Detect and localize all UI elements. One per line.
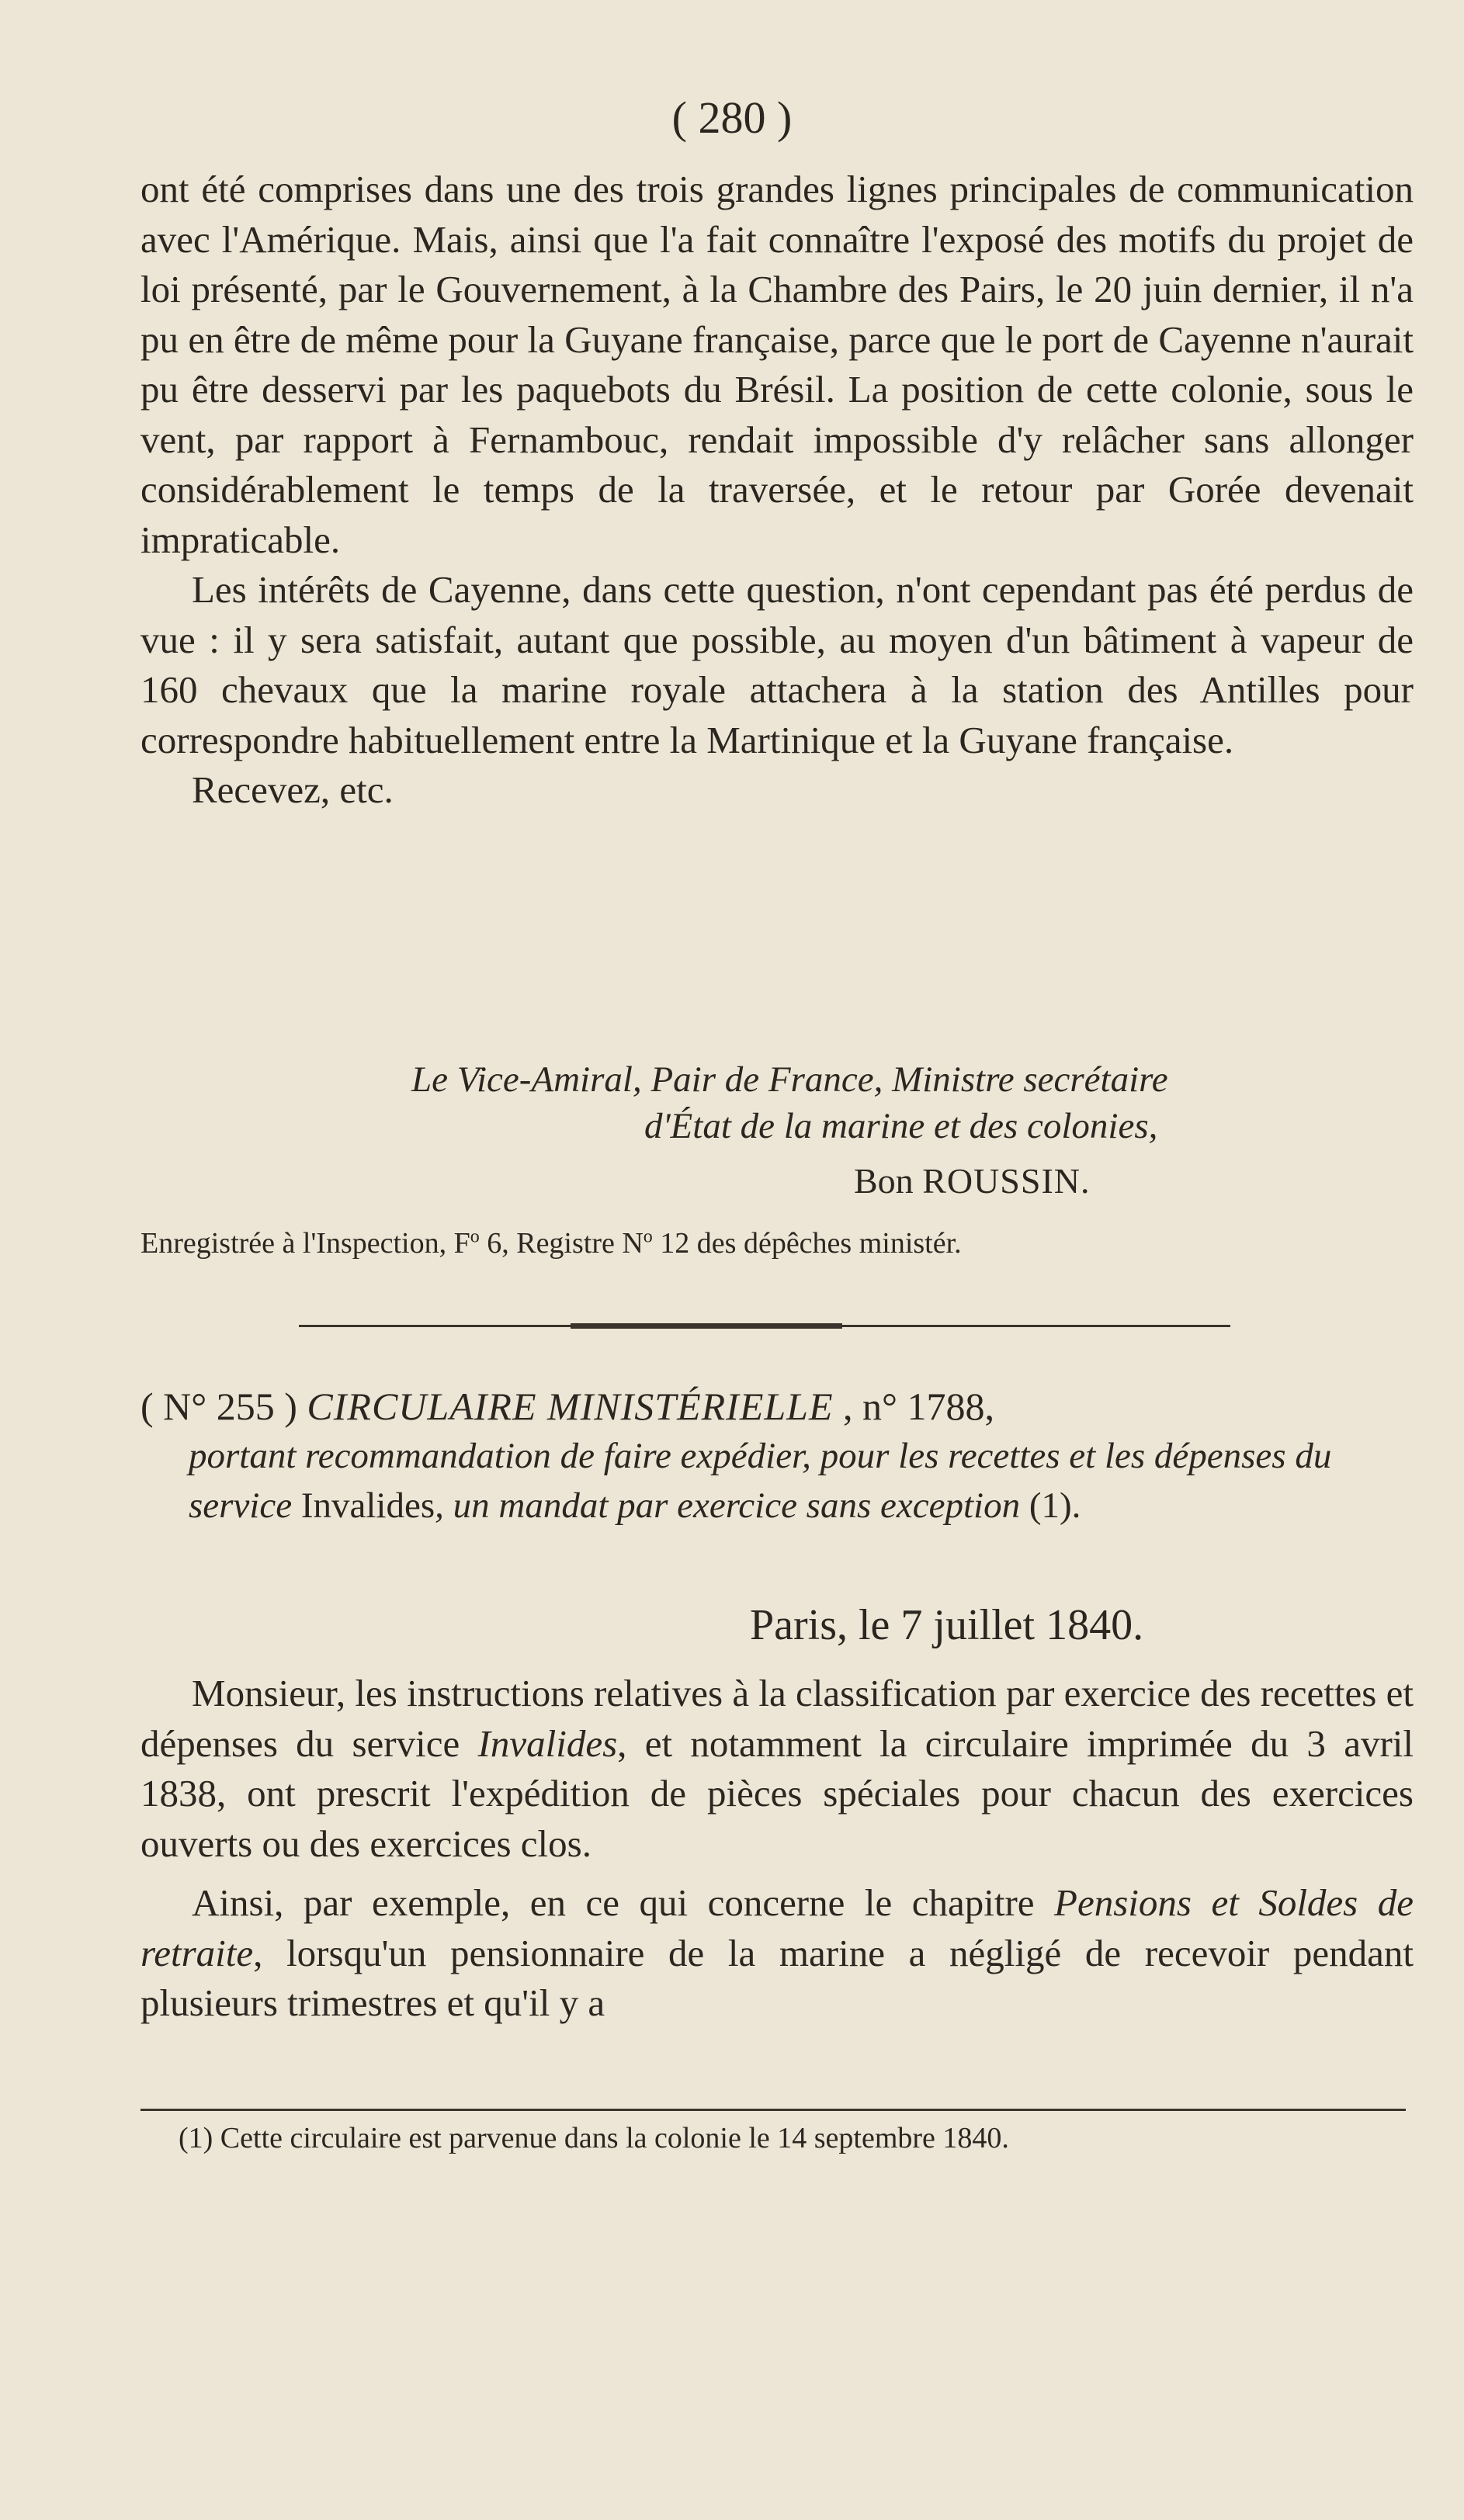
section-divider xyxy=(299,1325,1230,1327)
signature-line-1: Le Vice-Amiral, Pair de France, Ministre secrétaire xyxy=(411,1059,1168,1100)
letter-date: Paris, le 7 juillet 1840. xyxy=(750,1601,1144,1649)
signature-title: Bon xyxy=(854,1161,914,1201)
signature-name xyxy=(854,1160,1091,1201)
circular-no: , n° 1788, xyxy=(843,1385,995,1428)
footnote: (1) Cette circulaire est parvenue dans la colonie le 14 septembre 1840. xyxy=(179,2122,1009,2154)
page-number: ( 280 ) xyxy=(671,92,793,143)
paragraph-ainsi: Ainsi, par exemple, en ce qui concerne le chapitre Pensions et Soldes de retraite, lorsqu'un pensionnaire de la marine a négligé de recevoir pendant plusieurs trimestres et qu'il y a xyxy=(141,1881,1414,2024)
circular-title: CIRCULAIRE MINISTÉRIELLE xyxy=(307,1385,834,1428)
paragraph-continuation: ont été comprises dans une des trois grandes lignes principales de communication avec l'Amérique. Mais, ainsi que l'a fait connaître l'exposé des motifs du projet de loi présenté, par le Gouvernement, à la Chambre des Pairs, le 20 juin dernier, il n'a pu en être de même pour la Guyane française, parce que le port de Cayenne n'aurait pu être desservi par les paquebots du Brésil. La position de cette colonie, sous le vent, par rapport à Fernambouc, rendait impossible d'y relâcher sans allonger considérablement le temps de la traversée, et le retour par Gorée devenait impraticable. xyxy=(141,168,1414,561)
closing-recevez: Recevez, etc. xyxy=(192,768,394,811)
text-block-upper xyxy=(141,165,1414,816)
registration-note: Enregistrée à l'Inspection, $F^o$ 6, Registre $N^o$ 12 des dépêches ministér. xyxy=(141,1226,962,1260)
footnote-divider xyxy=(141,2109,1406,2111)
signature-surname: ROUSSIN. xyxy=(922,1161,1091,1201)
paragraph-monsieur: Monsieur, les instructions relatives à la classification par exercice des recettes et dépenses du service Invalides, et notamment la circulaire imprimée du 3 avril 1838, ont prescrit l'expédition de pièces spéciales pour chacun des exercices ouverts ou des exercices clos. xyxy=(141,1672,1414,1865)
circular-subject: portant recommandation de faire expédier, pour les recettes et les dépenses du service Invalides, un mandat par exercice sans exception (1). xyxy=(189,1436,1332,1526)
circular-number: ( N° 255 ) xyxy=(141,1385,297,1428)
circular-heading xyxy=(141,1381,1414,1530)
paragraph-cayenne: Les intérêts de Cayenne, dans cette question, n'ont cependant pas été perdus de vue : il y sera satisfait, autant que possible, au moyen d'un bâtiment à vapeur de 160 chevaux que la marine royale attachera à la station des Antilles pour correspondre habituellement entre la Martinique et la Guyane française. xyxy=(141,568,1414,761)
signature-line-2: d'État de la marine et des colonies, xyxy=(644,1106,1158,1146)
text-block-lower xyxy=(141,1669,1414,2029)
